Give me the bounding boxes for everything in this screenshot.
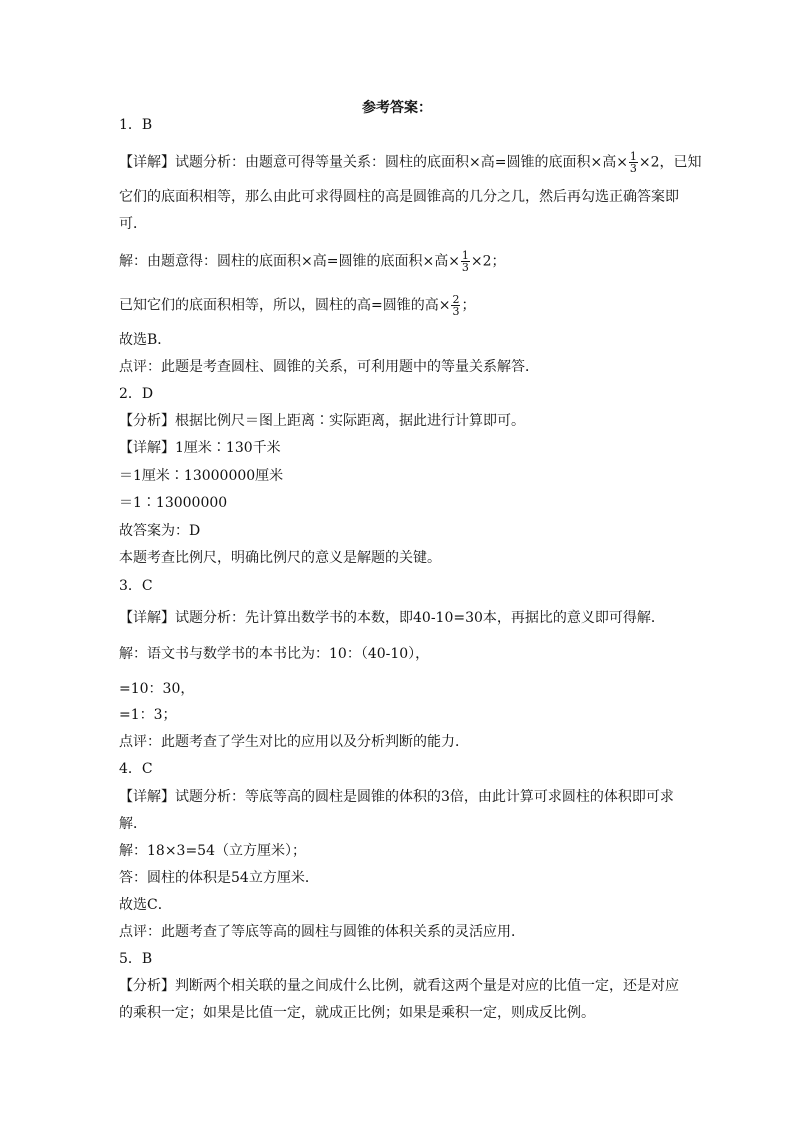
fraction-two-third: $\frac{2}{3}$ (452, 293, 460, 318)
q4-reply: 答：圆柱的体积是54立方厘米． (119, 870, 319, 886)
q2-detail-line2: ＝1厘米∶13000000厘米 (119, 468, 284, 484)
q3-comment: 点评：此题考查了学生对比的应用以及分析判断的能力． (119, 734, 469, 750)
q2-comment: 本题考查比例尺，明确比例尺的意义是解题的关键。 (119, 550, 441, 566)
q3-solution-line2: =10：30， (119, 681, 195, 697)
q4-choice: 故选C． (119, 897, 172, 913)
q1-comment: 点评：此题是考查圆柱、圆锥的关系，可利用题中的等量关系解答． (119, 359, 539, 375)
q4-answer: 4．C (119, 761, 153, 777)
q1-solution-line1 (119, 250, 506, 273)
q2-answer: 2．D (119, 386, 154, 402)
q3-solution-line1: 解：语文书与数学书的本书比为：10：（40-10）， (119, 646, 430, 662)
q5-answer: 5．B (119, 951, 153, 967)
q1-detail-line1 (119, 151, 702, 174)
q4-detail-line2: 解． (119, 816, 147, 832)
q1-detail-line3: 可． (119, 216, 147, 232)
q3-detail: 【详解】试题分析：先计算出数学书的本数，即40-10=30本，再据比的意义即可得解． (119, 610, 665, 626)
q1-solution-text-a: 解：由题意得：圆柱的底面积×高=圆锥的底面积×高× (119, 253, 460, 270)
q3-answer: 3．C (119, 578, 153, 594)
q2-detail-line1: 【详解】1厘米∶130千米 (119, 440, 281, 456)
q5-analysis-line1: 【分析】判断两个相关联的量之间成什么比例，就看这两个量是对应的比值一定，还是对应 (119, 978, 679, 994)
q2-conclusion: 故答案为：D (119, 523, 201, 539)
q2-analysis: 【分析】根据比例尺＝图上距离∶实际距离，据此进行计算即可。 (119, 413, 525, 429)
q1-solution-text-b: ×2； (470, 253, 506, 270)
q1-detail-line2: 它们的底面积相等，那么由此可求得圆柱的高是圆锥高的几分之几，然后再勾选正确答案即 (119, 189, 679, 205)
q1-solution2-text-b: ； (461, 297, 476, 314)
q5-analysis-line2: 的乘积一定；如果是比值一定，就成正比例；如果是乘积一定，则成反比例。 (119, 1005, 595, 1021)
q4-comment: 点评：此题考查了等底等高的圆柱与圆锥的体积关系的灵活应用． (119, 924, 525, 940)
q3-solution-line3: =1：3； (119, 707, 177, 723)
q4-solution: 解：18×3=54（立方厘米）； (119, 843, 306, 859)
fraction-one-third: $\frac{1}{3}$ (461, 249, 469, 274)
fraction-one-third: $\frac{1}{3}$ (629, 150, 637, 175)
q4-detail-line1: 【详解】试题分析：等底等高的圆柱是圆锥的体积的3倍，由此计算可求圆柱的体积即可求 (119, 789, 674, 805)
q1-answer: 1．B (119, 117, 153, 133)
q1-detail-text-a: 【详解】试题分析：由题意可得等量关系：圆柱的底面积×高=圆锥的底面积×高× (119, 154, 628, 171)
q1-solution2-text-a: 已知它们的底面积相等，所以，圆柱的高=圆锥的高× (119, 297, 451, 314)
q1-detail-text-b: ×2，已知 (638, 154, 702, 171)
page-title: 参考答案： (362, 100, 432, 116)
q2-detail-line3: ＝1∶13000000 (119, 495, 228, 511)
q1-solution-line2 (119, 294, 475, 317)
q1-choice: 故选B． (119, 332, 172, 348)
